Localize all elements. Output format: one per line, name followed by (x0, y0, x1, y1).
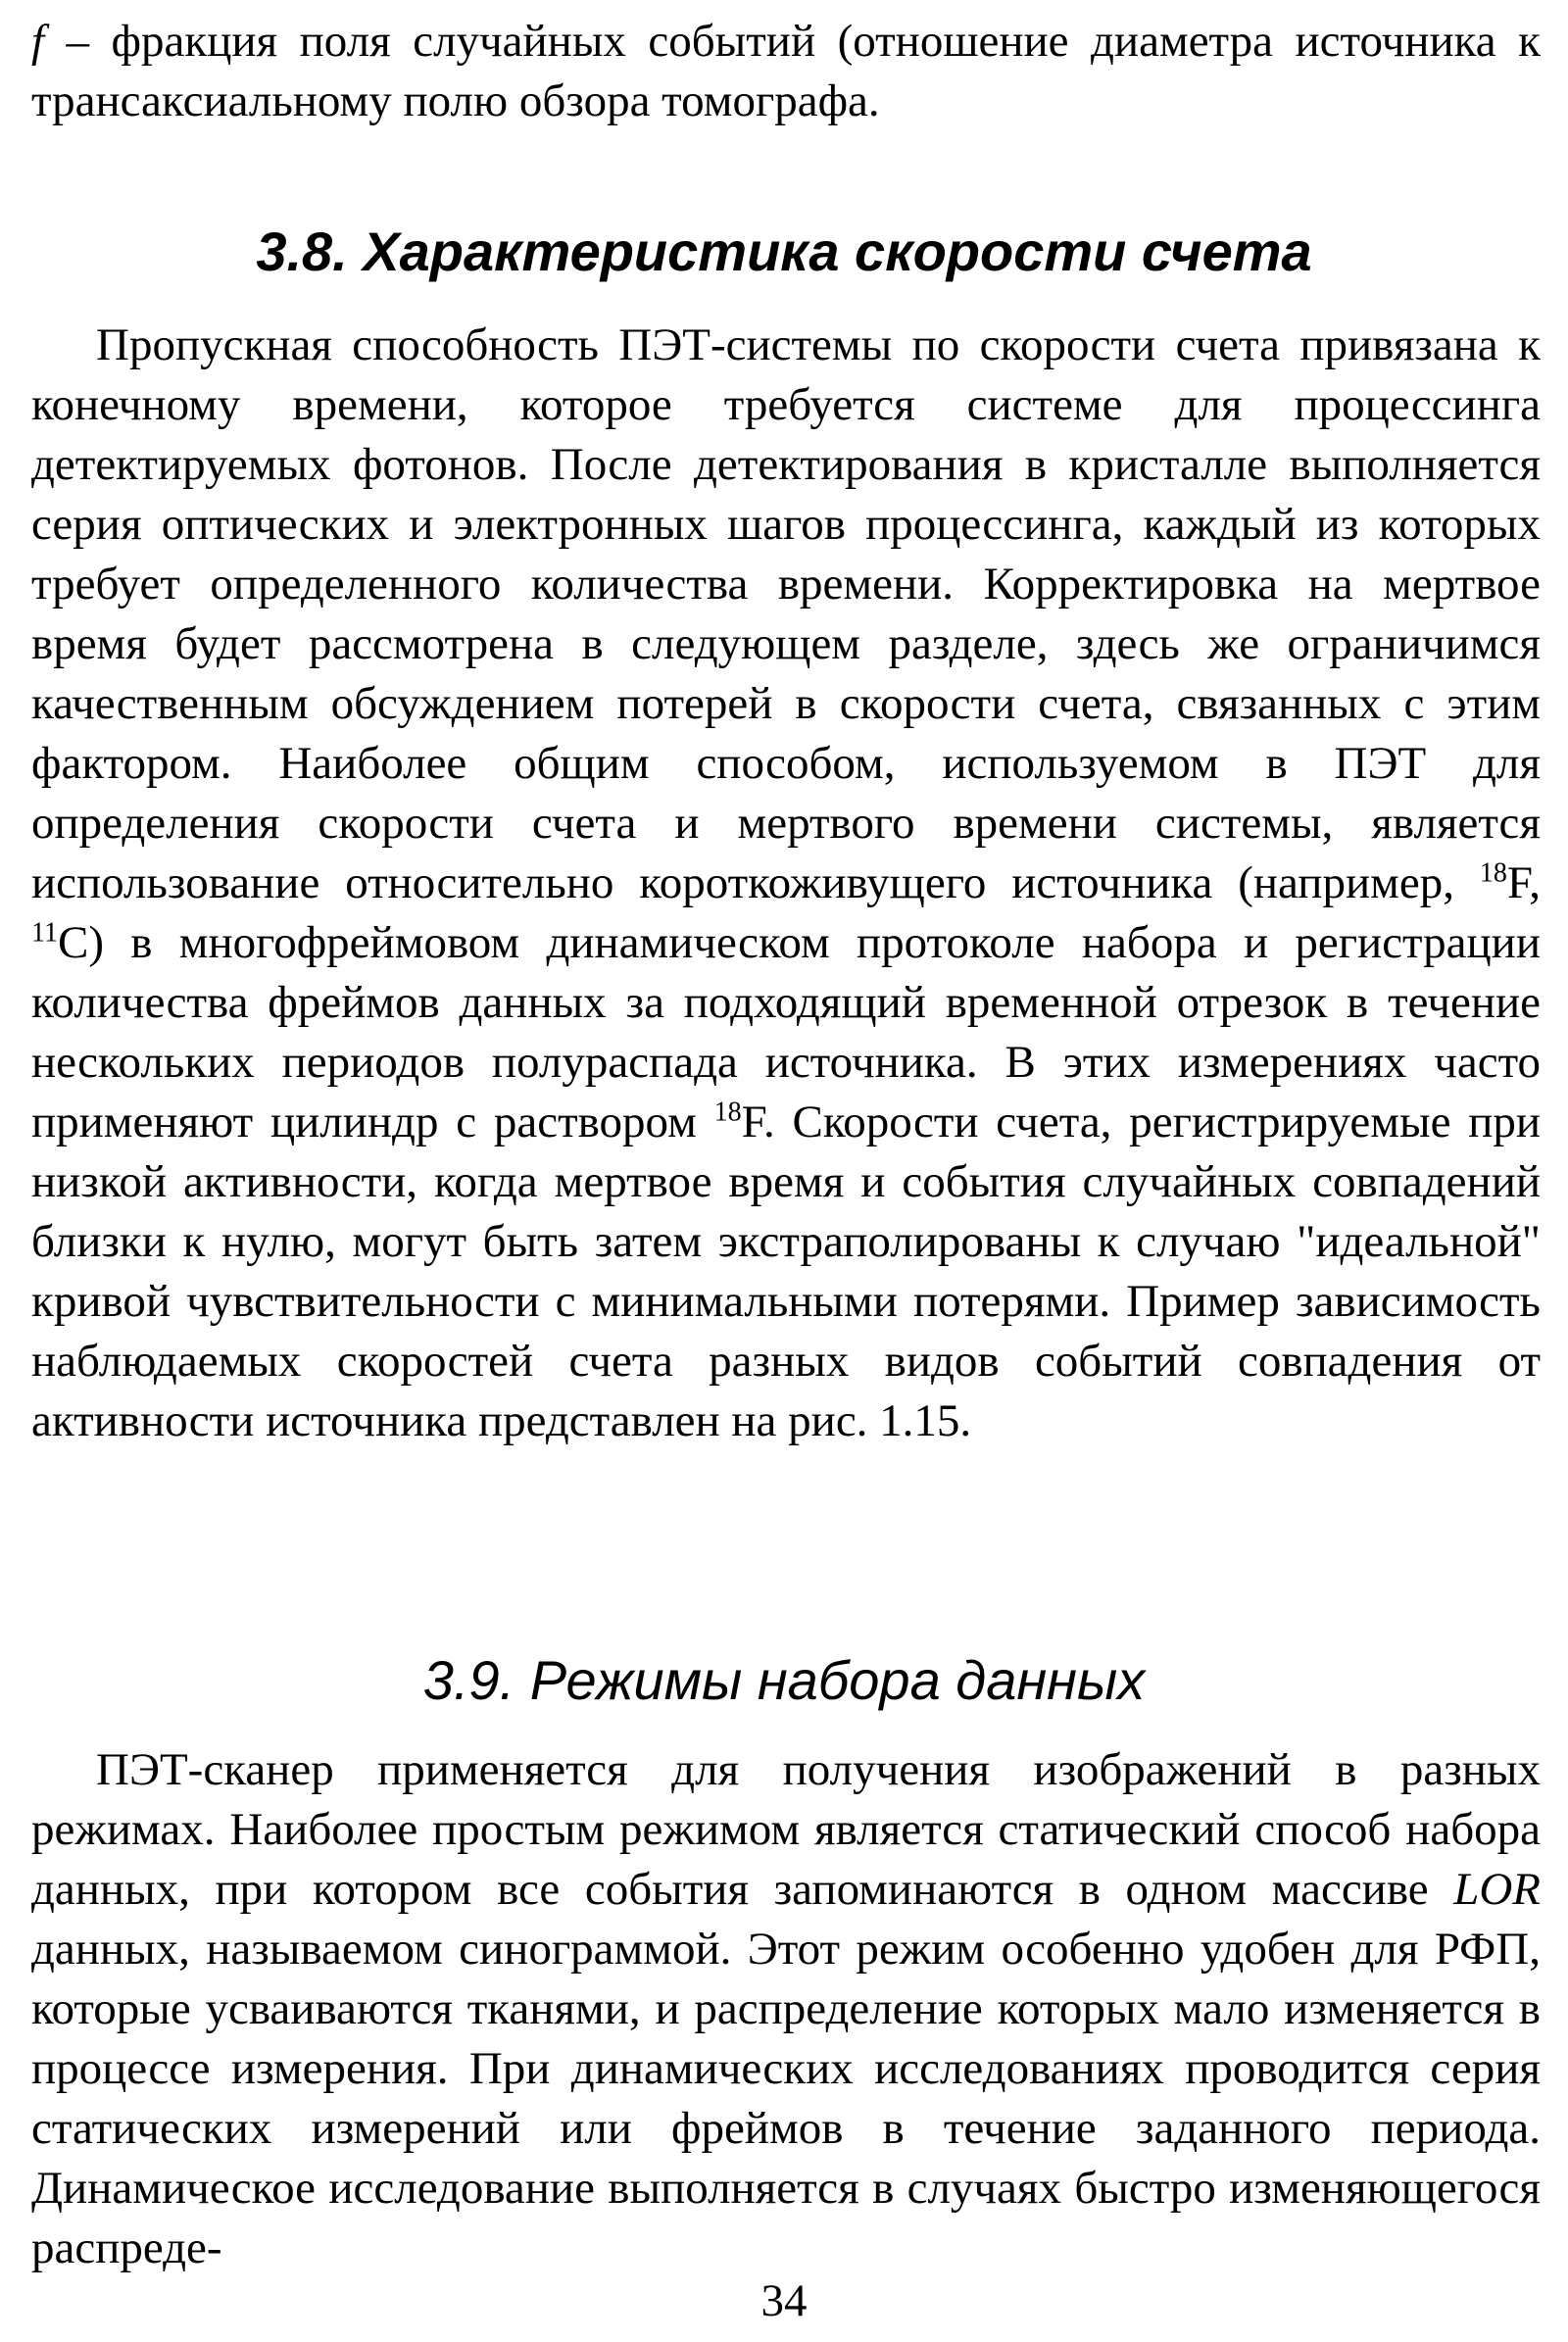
section-3-8-heading: 3.8. Характеристика скорости счета (256, 220, 1312, 282)
section-3-9-body (31, 1740, 1541, 2278)
page-number: 34 (760, 2275, 808, 2326)
section-3-9-paragraph (31, 1740, 1541, 2278)
section-3-9-text-2: данных, называемом синограммой. Этот режим особенно удобен для РФП, которые усваиваются тканями, и распределение которых мало изменяется в процессе измерения. При динамических исследованиях проводится серия статических измерений или фреймов в течение заданного периода. Динамическое исследование выполняется в случаях быстро изменяющегося распреде- (31, 1924, 1541, 2273)
section-3-8-paragraph (31, 316, 1541, 1451)
section-3-8-text-4: F. Скорости счета, регистрируемые при низкой активности, когда мертвое время и события случайных совпадений близки к нулю, могут быть затем экстраполированы к случаю "идеальной" кривой чувствительности с минимальными потерями. Пример зависимость наблюдаемых скоростей счета разных видов событий совпадения от активности источника представлен на рис. 1.15. (31, 1097, 1541, 1446)
variable-f: f (31, 16, 45, 67)
section-3-8-text-2: F, (1506, 857, 1541, 908)
top-fragment-paragraph (31, 12, 1541, 131)
section-3-8-text-1: Пропускная способность ПЭТ-системы по скорости счета привязана к конечному времени, которое требуется системе для процессинга детектируемых фотонов. После детектирования в кристалле выполняется серия оптических и электронных шагов процессинга, каждый из которых требует определенного количества времени. Корректировка на мертвое время будет рассмотрена в следующем разделе, здесь же ограничимся качественным обсуждением потерей в скорости счета, связанных с этим фактором. Наиболее общим способом, используемом в ПЭТ для определения скорости счета и мертвого времени системы, является использование относительно короткоживущего источника (например, (31, 319, 1541, 908)
isotope-mass-18-b: 18 (713, 1097, 742, 1128)
section-3-8-text-3: C) в многофреймовом динамическом протоколе набора и регистрации количества фреймов данных за подходящий временной отрезок в течение нескольких периодов полураспада источника. В этих измерениях часто применяют цилиндр с раствором (31, 917, 1541, 1147)
isotope-mass-11: 11 (31, 917, 58, 949)
lor-term: LOR (1453, 1864, 1541, 1915)
top-fragment (31, 12, 1541, 131)
top-fragment-text: – фракция поля случайных событий (отношение диаметра источника к трансаксиальному полю обзора томографа. (31, 16, 1541, 126)
isotope-mass-18-a: 18 (1479, 857, 1507, 889)
section-3-9-heading: 3.9. Режимы набора данных (422, 1649, 1146, 1711)
section-3-9-text-1: ПЭТ-сканер применяется для получения изображений в разных режимах. Наиболее простым режимом является статический способ набора данных, при котором все события запоминаются в одном массиве (31, 1744, 1541, 1915)
section-3-8-body (31, 316, 1541, 1451)
